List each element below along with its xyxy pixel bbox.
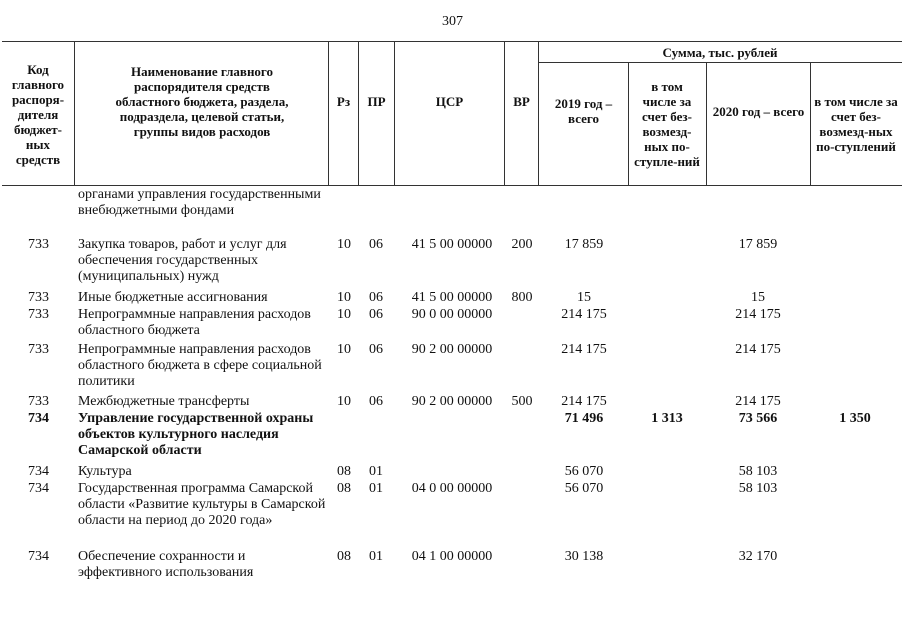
cell-sum-2020: 58 103 [738,481,778,496]
cell-sum-2020: 214 175 [735,394,781,409]
cell-code: 734 [28,411,49,426]
cell-code: 734 [28,481,49,496]
cell-sum-2019: 214 175 [561,307,607,322]
col-divider [74,41,75,186]
col-header-sum-2020: 2020 год – всего [712,103,805,119]
cell-pr: 01 [369,549,383,564]
cell-sum-2019: 56 070 [564,464,604,479]
cell-name: органами управления государственными внебюджетными фондами [78,187,321,218]
cell-code: 734 [28,549,49,564]
col-header-sum-2019: 2019 год – всего [554,96,613,126]
cell-name: Закупка товаров, работ и услуг для обеспечения государственных (муниципальных) нужд [78,237,287,284]
cell-rz: 08 [337,549,351,564]
cell-sum-2020: 214 175 [735,342,781,357]
cell-name: Непрограммные направления расходов областного бюджета [78,307,311,338]
cell-vr: 200 [511,237,533,252]
cell-rz: 10 [337,307,351,322]
cell-pr: 06 [369,342,383,357]
cell-bez-2020: 1 350 [839,411,871,426]
cell-rz: 10 [337,290,351,305]
cell-sum-2019: 71 496 [564,411,604,426]
cell-rz: 08 [337,464,351,479]
cell-code: 733 [28,307,49,322]
cell-pr: 06 [369,394,383,409]
col-header-rz: Рз [336,93,351,109]
cell-sum-2019: 214 175 [561,394,607,409]
cell-csr: 41 5 00 00000 [411,290,493,305]
cell-name: Культура [78,464,132,479]
cell-name: Обеспечение сохранности и эффективного использования [78,549,254,580]
cell-sum-2020: 15 [751,290,765,305]
col-header-pr: ПР [367,93,386,109]
cell-sum-2019: 17 859 [564,237,604,252]
cell-bez-2019: 1 313 [651,411,683,426]
col-header-vr: ВР [513,93,530,109]
cell-sum-2020: 73 566 [738,411,778,426]
cell-rz: 08 [337,481,351,496]
cell-name: Иные бюджетные ассигнования [78,290,268,305]
cell-sum-2020: 17 859 [738,237,778,252]
col-divider [628,62,629,186]
cell-csr: 04 1 00 00000 [411,549,493,564]
cell-code: 733 [28,290,49,305]
col-header-name: Наименование главного распорядителя средств областного бюджета, раздела, подраздела, целевой статьи, группы видов расходов [115,63,289,139]
header-top-border [2,41,902,42]
cell-sum-2019: 30 138 [564,549,604,564]
cell-code: 733 [28,237,49,252]
cell-rz: 10 [337,342,351,357]
cell-csr: 41 5 00 00000 [411,237,493,252]
cell-pr: 06 [369,237,383,252]
cell-name: Непрограммные направления расходов областного бюджета в сфере социальной политики [78,342,322,389]
cell-rz: 10 [337,237,351,252]
col-header-bez-2020: в том числе за счет без-возмезд-ных по-ступлений [814,94,898,154]
header-bottom-border [2,185,902,186]
cell-code: 733 [28,394,49,409]
cell-code: 733 [28,342,49,357]
cell-vr: 800 [511,290,533,305]
cell-pr: 01 [369,481,383,496]
cell-name: Межбюджетные трансферты [78,394,250,409]
cell-pr: 06 [369,307,383,322]
cell-name: Управление государственной охраны объектов культурного наследия Самарской области [78,411,314,458]
col-header-code: Код главного распоря-дителя бюджет-ных средств [11,61,65,167]
cell-sum-2020: 214 175 [735,307,781,322]
cell-csr: 04 0 00 00000 [411,481,493,496]
page-number: 307 [442,14,463,29]
cell-rz: 10 [337,394,351,409]
col-header-sum-group: Сумма, тыс. рублей [662,44,778,60]
cell-pr: 01 [369,464,383,479]
col-divider [810,62,811,186]
cell-vr: 500 [511,394,533,409]
cell-sum-2020: 58 103 [738,464,778,479]
cell-sum-2019: 15 [577,290,591,305]
cell-sum-2019: 214 175 [561,342,607,357]
cell-csr: 90 0 00 00000 [411,307,493,322]
cell-sum-2020: 32 170 [738,549,778,564]
col-header-bez-2019: в том числе за счет без-возмезд-ных по-ступле-ний [634,79,700,169]
cell-csr: 90 2 00 00000 [411,342,493,357]
cell-name: Государственная программа Самарской области «Развитие культуры в Самарской области на период до 2020 года» [78,481,326,528]
cell-pr: 06 [369,290,383,305]
cell-csr: 90 2 00 00000 [411,394,493,409]
col-header-csr: ЦСР [435,93,464,109]
cell-code: 734 [28,464,49,479]
cell-sum-2019: 56 070 [564,481,604,496]
